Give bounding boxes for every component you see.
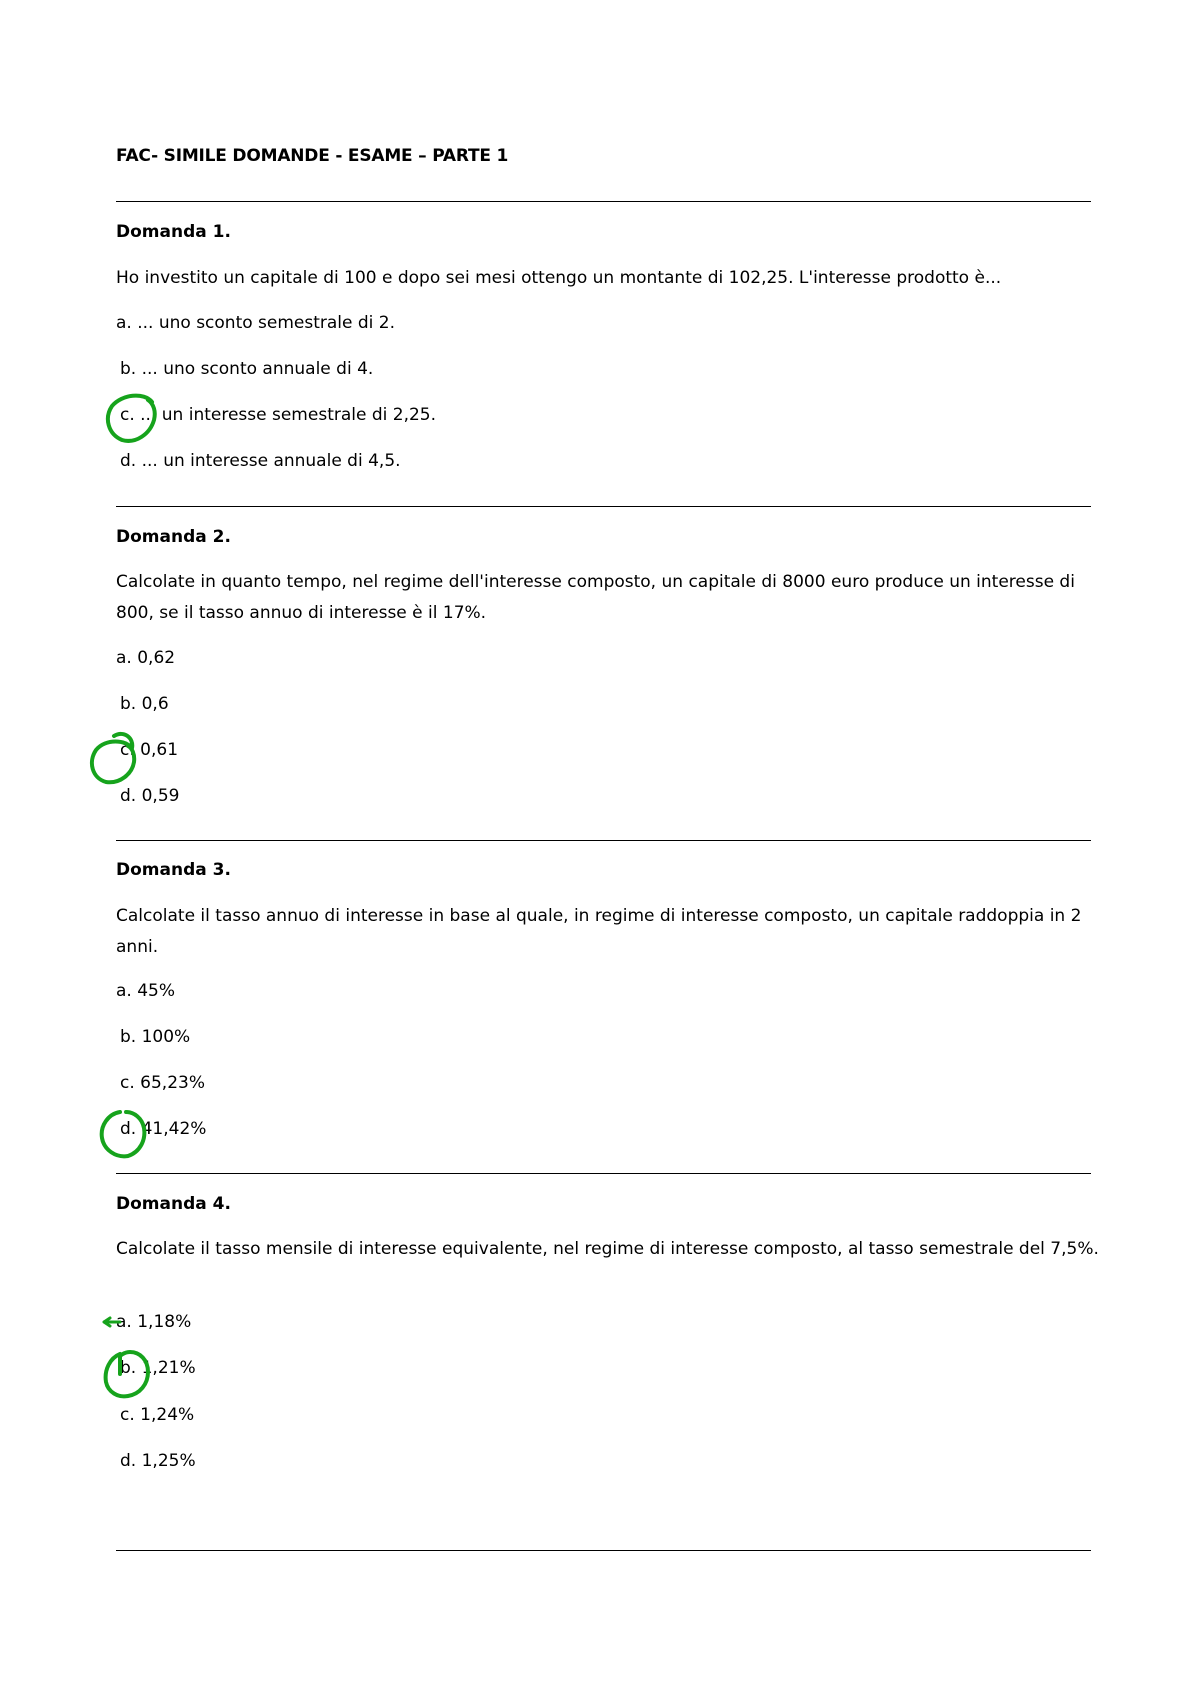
question-4-option-c: c. 1,24% [120, 1405, 195, 1425]
question-3-text: Calcolate il tasso annuo di interesse in base al quale, in regime di interesse composto, un capitale raddoppia in 2 anni. [116, 906, 1082, 957]
question-3-option-d: d. 41,42% [120, 1119, 207, 1139]
question-3-option-c: c. 65,23% [120, 1073, 205, 1093]
separator-line [116, 840, 1091, 841]
question-1-option-d: d. ... un interesse annuale di 4,5. [120, 451, 401, 471]
question-2-text: Calcolate in quanto tempo, nel regime dell'interesse composto, un capitale di 8000 euro produce un interesse di 800, se il tasso annuo di interesse è il 17%. [116, 572, 1075, 623]
question-2-option-b: b. 0,6 [120, 694, 169, 714]
question-2-option-a: a. 0,62 [116, 648, 176, 668]
question-1-option-c: c. ... un interesse semestrale di 2,25. [120, 405, 437, 425]
separator-line [116, 1173, 1091, 1174]
question-2-heading: Domanda 2. [116, 527, 231, 547]
question-3-heading: Domanda 3. [116, 860, 231, 880]
question-1-option-a: a. ... uno sconto semestrale di 2. [116, 313, 396, 333]
question-4-text: Calcolate il tasso mensile di interesse equivalente, nel regime di interesse composto, al tasso semestrale del 7,5%. [116, 1239, 1099, 1259]
question-1-heading: Domanda 1. [116, 222, 231, 242]
document-title: FAC- SIMILE DOMANDE - ESAME – PARTE 1 [116, 146, 509, 166]
question-2-option-d: d. 0,59 [120, 786, 180, 806]
question-4-option-d: d. 1,25% [120, 1451, 196, 1471]
question-4-option-a: a. 1,18% [116, 1312, 192, 1332]
question-4-heading: Domanda 4. [116, 1194, 231, 1214]
question-3-option-a: a. 45% [116, 981, 176, 1001]
question-2-option-c: c. 0,61 [120, 740, 179, 760]
separator-line [116, 506, 1091, 507]
question-4-option-b: b. 1,21% [120, 1358, 196, 1378]
question-1-text: Ho investito un capitale di 100 e dopo sei mesi ottengo un montante di 102,25. L'interesse prodotto è... [116, 268, 1002, 288]
question-3-option-b: b. 100% [120, 1027, 191, 1047]
separator-line [116, 1550, 1091, 1551]
separator-line [116, 201, 1091, 202]
question-1-option-b: b. ... uno sconto annuale di 4. [120, 359, 374, 379]
